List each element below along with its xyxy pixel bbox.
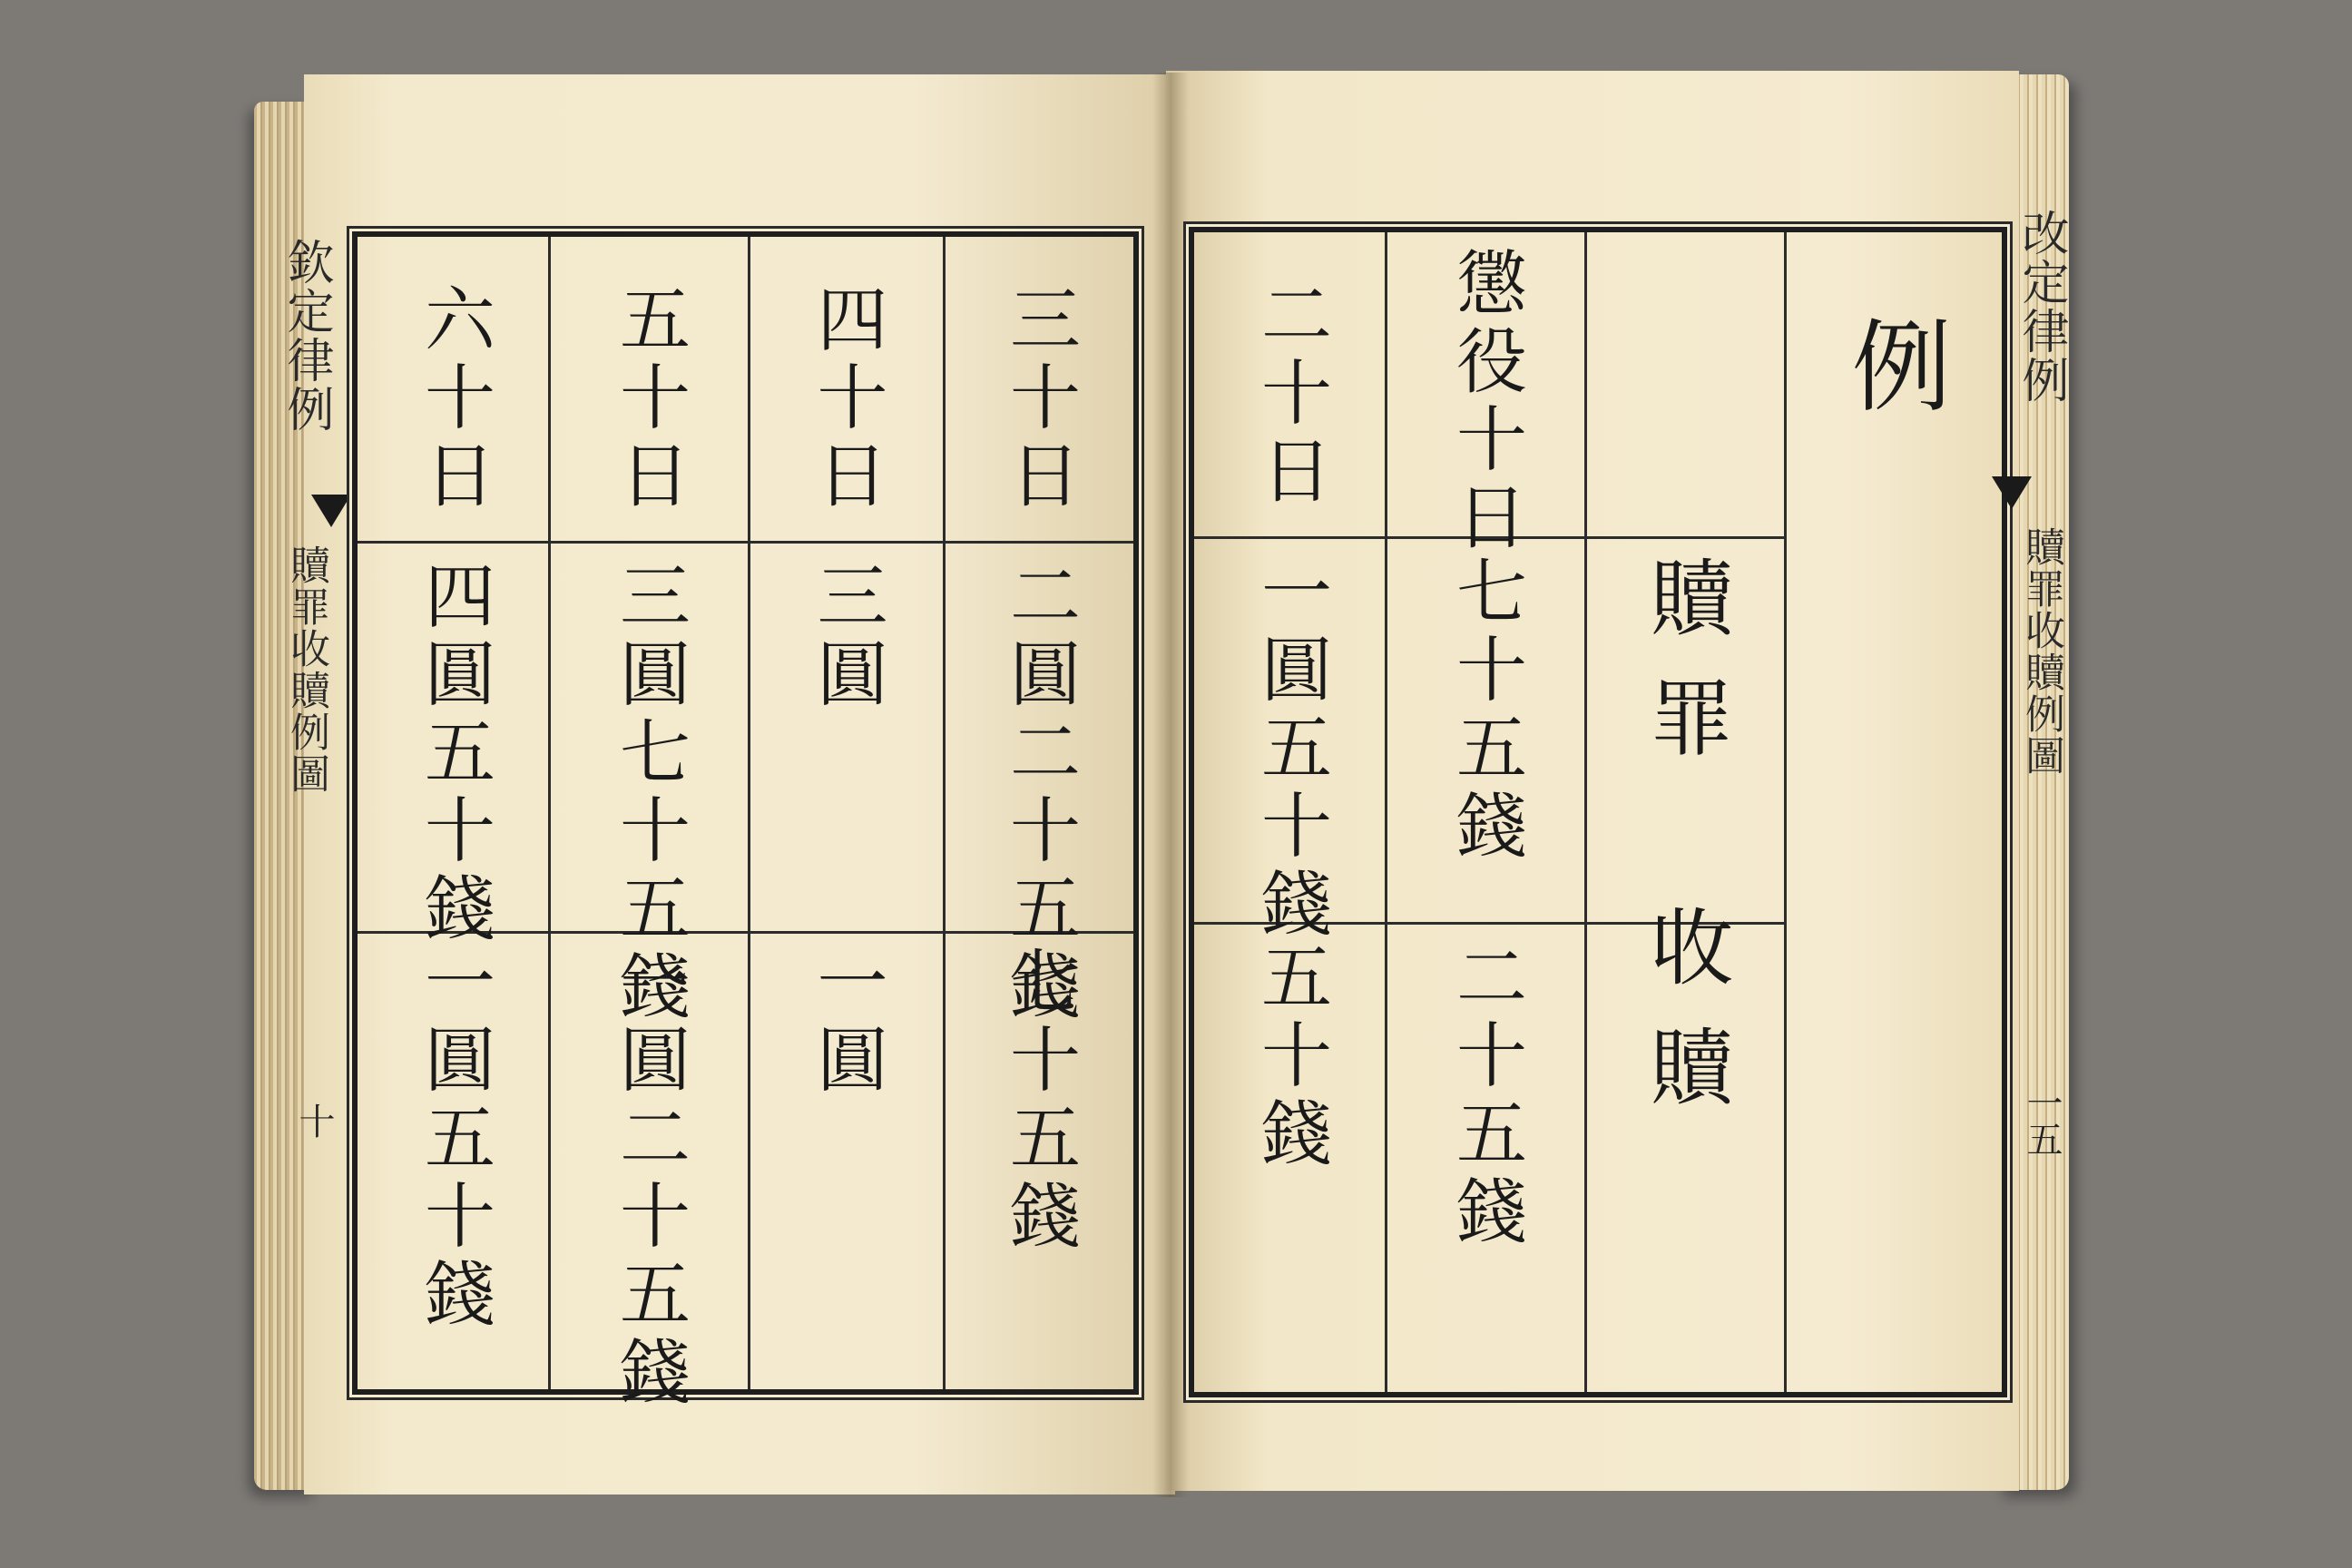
table-cell-shoku — [1385, 554, 1584, 867]
shuu-text: 五十錢 — [1249, 940, 1331, 1174]
header-cell-shoku — [1584, 554, 1784, 794]
days-text: 六十日 — [412, 282, 495, 516]
table-cell-days — [358, 282, 548, 516]
table-cell-shuu — [1385, 940, 1584, 1252]
left-table — [352, 231, 1139, 1413]
shuu-text: 一圓五十錢 — [412, 945, 495, 1335]
header-shoku: 贖罪 — [1636, 554, 1734, 794]
shuu-text: 七十五錢 — [997, 945, 1080, 1257]
table-cell-days — [1385, 246, 1584, 558]
shuu-text: 一圓二十五錢 — [607, 945, 690, 1413]
table-cell-shuu — [358, 945, 548, 1335]
shoku-text: 四圓五十錢 — [412, 559, 495, 949]
chouyaku-text: 懲役十日 — [1444, 246, 1526, 558]
table-cell-days — [548, 282, 748, 516]
table-cell-shoku — [358, 559, 548, 949]
fish-tail-mark — [311, 495, 351, 527]
shoku-text: 二圓二十五錢 — [997, 559, 1080, 1027]
table-title: 例 — [1835, 314, 1952, 421]
shuu-text: 一圓 — [805, 945, 887, 1101]
shoku-text: 七十五錢 — [1444, 554, 1526, 867]
right-page-number: 一五 — [2021, 1084, 2063, 1157]
table-title-cell — [1784, 314, 2002, 421]
shoku-text: 三圓 — [805, 559, 887, 715]
row-divider — [358, 541, 1133, 544]
header-shuu: 收贖 — [1636, 904, 1734, 1143]
days-text: 二十日 — [1249, 278, 1331, 512]
shoku-text: 一圓五十錢 — [1249, 554, 1331, 945]
table-cell-shuu — [748, 945, 943, 1101]
table-cell-shoku — [748, 559, 943, 715]
days-text: 三十日 — [997, 282, 1080, 516]
table-cell-days — [1194, 278, 1385, 512]
right-margin-subtitle: 贖罪收贖例圖 — [2018, 526, 2064, 777]
left-page-number: 十 — [293, 1102, 335, 1139]
shoku-text: 三圓七十五錢 — [607, 559, 690, 1027]
table-cell-shuu — [548, 945, 748, 1413]
days-text: 五十日 — [607, 282, 690, 516]
days-text: 四十日 — [805, 282, 887, 516]
table-cell-shuu — [943, 945, 1133, 1257]
left-margin-subtitle: 贖罪收贖例圖 — [283, 544, 329, 795]
table-cell-days — [748, 282, 943, 516]
table-cell-days — [943, 282, 1133, 516]
header-cell-shuu — [1584, 904, 1784, 1143]
right-table — [1189, 227, 2007, 1397]
right-margin-title: 改定律例 — [2014, 209, 2068, 405]
fish-tail-mark — [1992, 476, 2032, 509]
table-cell-shuu — [1194, 940, 1385, 1174]
left-margin-title: 欽定律例 — [279, 238, 333, 434]
shuu-text: 二十五錢 — [1444, 940, 1526, 1252]
column-divider — [1584, 232, 1587, 1392]
table-cell-shoku — [1194, 554, 1385, 945]
book-gutter — [1152, 73, 1189, 1497]
